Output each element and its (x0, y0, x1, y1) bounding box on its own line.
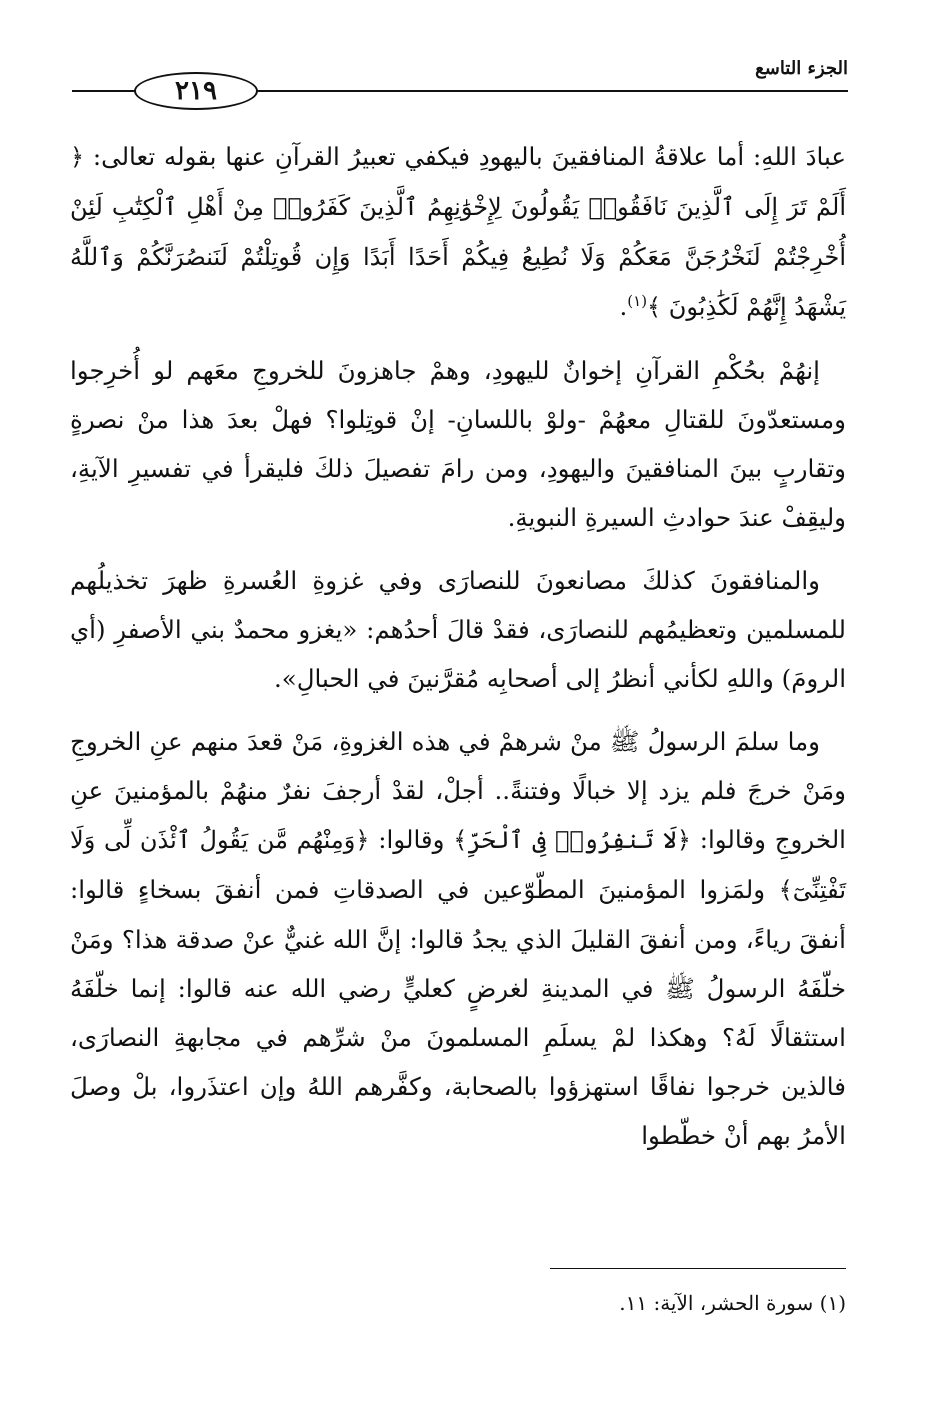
paragraph-3: والمنافقونَ كذلكَ مصانعونَ للنصارَى وفي غزوةِ العُسرةِ ظهرَ تخذيلُهم للمسلمين وتعظيمُهم للنصارَى، فقدْ قالَ أحدُهم: «يغزو محمدٌ بني الأصفرِ (أي الرومَ) واللهِ لكأني أنظرُ إلى أصحابِه مُقرَّنينَ في الحبالِ». (70, 566, 846, 693)
paragraph-2: إنهُمْ بحُكْمِ القرآنِ إخوانٌ لليهودِ، وهمْ جاهزونَ للخروجِ معَهم لو أُخرِجوا ومستعدّونَ للقتالِ معهُمْ -ولوْ باللسانِ- إنْ قوتِلوا؟ فهلْ بعدَ هذا منْ نصرةٍ وتقاربٍ بينَ المنافقينَ واليهودِ، ومن رامَ تفصيلَ ذلكَ فليقرأ في تفسيرِ الآيةِ، وليقِفْ عندَ حوادثِ السيرةِ النبويةِ. (70, 356, 846, 532)
paragraph-1-intro: عبادَ اللهِ: أما علاقةُ المنافقينَ باليهودِ فيكفي تعبيرُ القرآنِ عنها بقوله تعالى: (92, 142, 846, 171)
paragraph-4 (70, 717, 846, 1160)
footnote-mark-1: (١) (627, 291, 648, 310)
paragraph-1 (70, 132, 846, 332)
quran-verse-hashr-11: ﴿ أَلَمْ تَرَ إِلَى ٱلَّذِينَ نَافَقُوا۟ يَقُولُونَ لِإِخْوَٰنِهِمُ ٱلَّذِينَ كَفَرُوا۟ مِنْ أَهْلِ ٱلْكِتَٰبِ لَئِنْ أُخْرِجْتُمْ لَنَخْرُجَنَّ مَعَكُمْ وَلَا نُطِيعُ فِيكُمْ أَحَدًا أَبَدًا وَإِن قُوتِلْتُمْ لَنَنصُرَنَّكُمْ وَٱللَّهُ يَشْهَدُ إِنَّهُمْ لَكَٰذِبُونَ ﴾ (70, 143, 846, 321)
footnote-rule (550, 1268, 846, 1269)
part-title: الجزء التاسع (755, 58, 848, 79)
page-number: ٢١٩ (134, 72, 258, 110)
body-text (70, 132, 846, 1174)
footnotes (70, 1268, 846, 1315)
paragraph-1-tail: . (619, 292, 628, 321)
quran-quote-heat: ﴿لَا تَنفِرُوا۟ فِى ٱلْحَرِّ﴾ (453, 826, 691, 854)
paragraph-4-text-c: ولمَزوا المؤمنينَ المطّوّعين في الصدقاتِ فمن أنفقَ بسخاءٍ قالوا: أنفقَ رياءً، ومن أنفقَ القليلَ الذي يجدُ قالوا: إنَّ الله غنيٌّ عنْ صدقة هذا؟ ومَنْ خلّفَهُ الرسولُ ﷺ في المدينةِ لغرضٍ كعليٍّ رضي الله عنه قالوا: إنما خلّفَهُ استثقالًا لَهُ؟ وهكذا لمْ يسلَمِ المسلمونَ منْ شرِّهم في مجابهةِ النصارَى، فالذين خرجوا نفاقًا استهزؤوا بالصحابة، وكفَّرهم اللهُ وإن اعتذَروا، بلْ وصلَ الأمرُ بهم أنْ خطّطوا (70, 875, 846, 1150)
footnote-1: (١) سورة الحشر، الآية: ١١. (619, 1291, 846, 1315)
quran-quote-permission: ﴿وَمِنْهُم مَّن يَقُولُ ٱئْذَن لِّى وَلَا تَفْتِنِّىٓ﴾ (70, 826, 846, 904)
paragraph-4-text-a: وما سلمَ الرسولُ ﷺ منْ شرهمْ في هذه الغزوةِ، مَنْ قعدَ منهم عنِ الخروجِ ومَنْ خرجَ فلم يزد إلا خبالًا وفتنةً.. أجلْ، لقدْ أرجفَ نفرٌ منهُمْ بالمؤمنينَ عنِ الخروجِ وقالوا: (70, 727, 846, 854)
paragraph-4-text-b: وقالوا: (369, 825, 454, 854)
page-header (72, 48, 848, 108)
